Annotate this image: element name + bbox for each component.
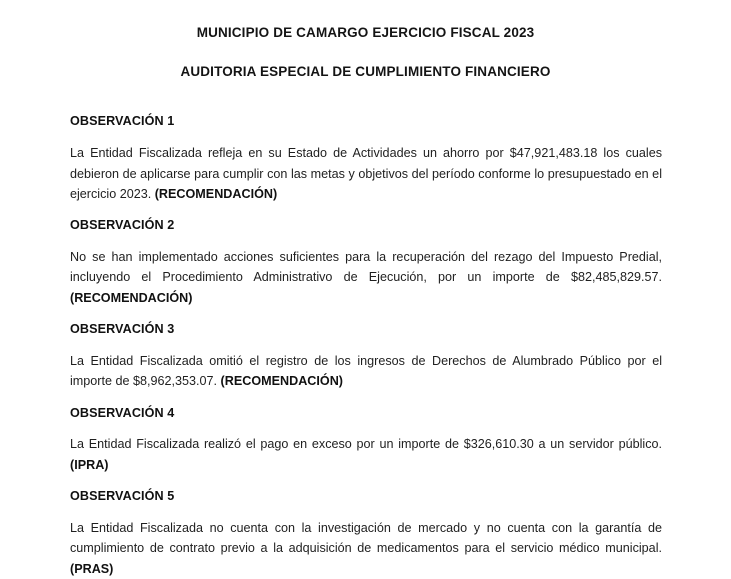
document-header — [0, 0, 731, 80]
observations-list — [0, 114, 731, 579]
observation-heading: OBSERVACIÓN 5 — [70, 489, 175, 504]
observation-item — [70, 322, 662, 392]
observation-heading: OBSERVACIÓN 2 — [70, 218, 175, 233]
page-subtitle: AUDITORIA ESPECIAL DE CUMPLIMIENTO FINANCIERO — [180, 64, 551, 80]
observation-body — [70, 518, 662, 579]
observation-text: La Entidad Fiscalizada no cuenta con la investigación de mercado y no cuenta con la garantía de cumplimiento de contrato previo a la adquisición de medicamentos para el servicio médico municipal. — [70, 520, 662, 556]
observation-text: La Entidad Fiscalizada realizó el pago en exceso por un importe de $326,610.30 a un servidor público. — [70, 437, 662, 452]
observation-tag: (IPRA) — [70, 457, 109, 472]
observation-item — [70, 114, 662, 204]
observation-item — [70, 489, 662, 579]
observation-heading: OBSERVACIÓN 1 — [70, 114, 175, 129]
observation-body — [70, 434, 662, 475]
observation-tag: (RECOMENDACIÓN) — [220, 374, 343, 389]
observation-item — [70, 218, 662, 308]
observation-heading: OBSERVACIÓN 4 — [70, 405, 175, 420]
observation-text: La Entidad Fiscalizada omitió el registro de los ingresos de Derechos de Alumbrado Público por el importe de $8,962,353.07. — [70, 353, 662, 389]
observation-text: No se han implementado acciones suficientes para la recuperación del rezago del Impuesto Predial, incluyendo el Procedimiento Administrativo de Ejecución, por un importe de $82,485,829.57. — [70, 250, 662, 285]
observation-body — [70, 351, 662, 392]
page-title: MUNICIPIO DE CAMARGO EJERCICIO FISCAL 2023 — [196, 25, 535, 40]
observation-item — [70, 406, 662, 476]
observation-text: La Entidad Fiscalizada refleja en su Estado de Actividades un ahorro por $47,921,483.18 los cuales debieron de aplicarse para cumplir con las metas y objetivos del período conforme lo presupuestado en el ejercicio 2023. — [70, 146, 662, 201]
observation-body — [70, 247, 662, 308]
observation-heading: OBSERVACIÓN 3 — [70, 322, 175, 337]
observation-tag: (PRAS) — [70, 561, 114, 576]
observation-tag: (RECOMENDACIÓN) — [154, 186, 278, 201]
observation-tag: (RECOMENDACIÓN) — [70, 290, 193, 305]
observation-body — [70, 143, 662, 204]
